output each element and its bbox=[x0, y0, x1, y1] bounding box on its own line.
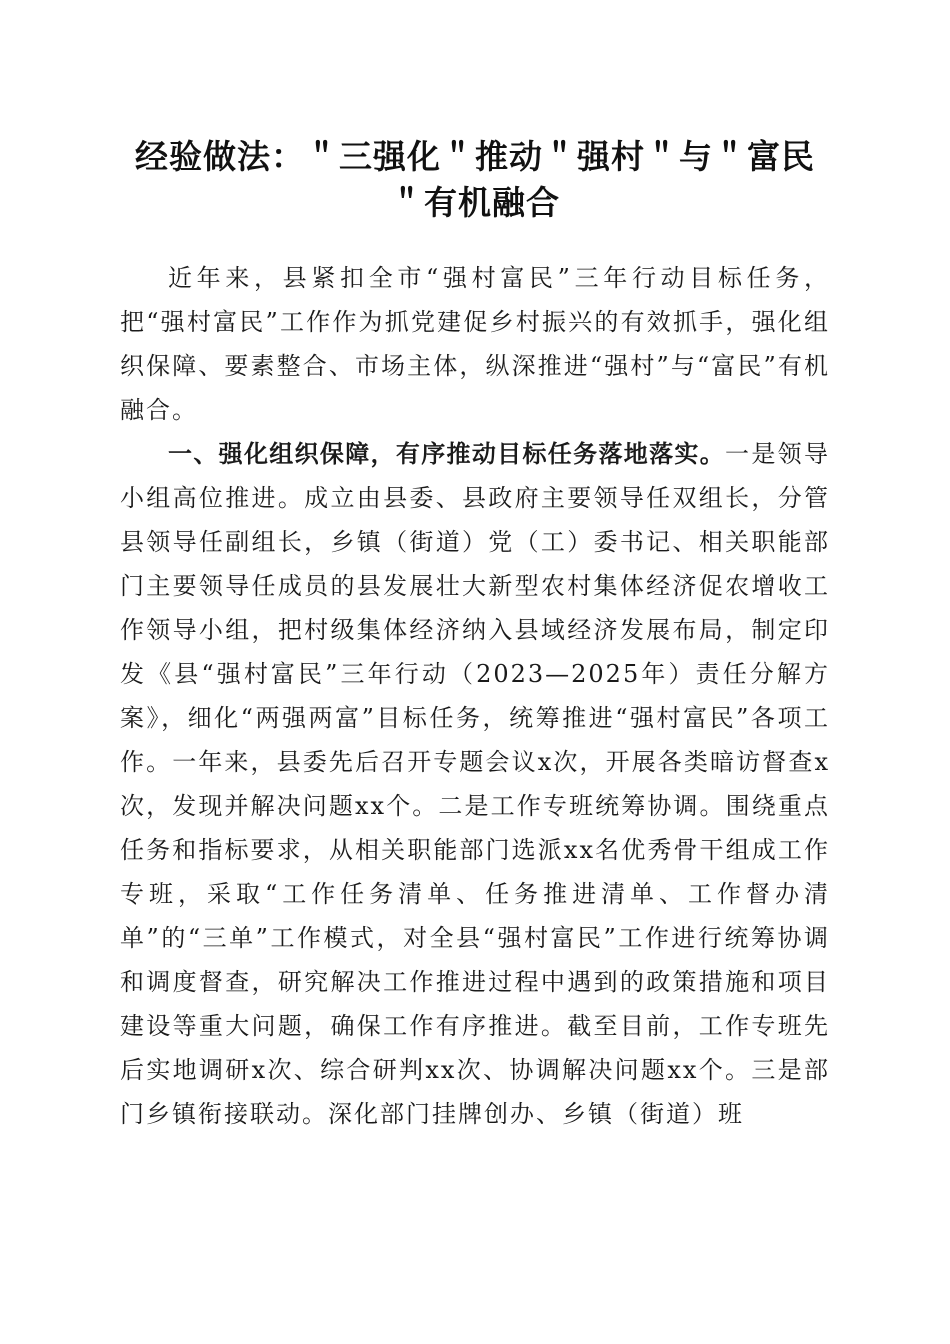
section-1-heading: 一、强化组织保障，有序推动目标任务落地落实。 bbox=[168, 440, 726, 468]
title-line-2: ＂有机融合 bbox=[390, 183, 560, 222]
section-1-body: 一是领导小组高位推进。成立由县委、县政府主要领导任双组长，分管县领导任副组长，乡镇（街道）党（工）委书记、相关职能部门主要领导任成员的县发展壮大新型农村集体经济促农增收工作领导小组，把村级集体经济纳入县域经济发展布局，制定印发《县“强村富民”三年行动（2023—2025年）责任分解方案》，细化“两强两富”目标任务，统筹推进“强村富民”各项工作。一年来，县委先后召开专题会议x次，开展各类暗访督查x次，发现并解决问题xx个。二是工作专班统筹协调。围绕重点任务和指标要求，从相关职能部门选派xx名优秀骨干组成工作专班，采取“工作任务清单、任务推进清单、工作督办清单”的“三单”工作模式，对全县“强村富民”工作进行统筹协调和调度督查，研究解决工作推进过程中遇到的政策措施和项目建设等重大问题，确保工作有序推进。截至目前，工作专班先后实地调研x次、综合研判xx次、协调解决问题xx个。三是部门乡镇衔接联动。深化部门挂牌创办、乡镇（街道）班 bbox=[120, 440, 831, 1128]
document-body bbox=[120, 256, 830, 1136]
title-line-1: 经验做法：＂三强化＂推动＂强村＂与＂富民 bbox=[135, 137, 815, 176]
intro-paragraph: 近年来，县紧扣全市“强村富民”三年行动目标任务，把“强村富民”工作作为抓党建促乡村振兴的有效抓手，强化组织保障、要素整合、市场主体，纵深推进“强村”与“富民”有机融合。 bbox=[120, 264, 830, 424]
section-1-paragraph bbox=[120, 432, 830, 1136]
document-title bbox=[108, 134, 842, 226]
